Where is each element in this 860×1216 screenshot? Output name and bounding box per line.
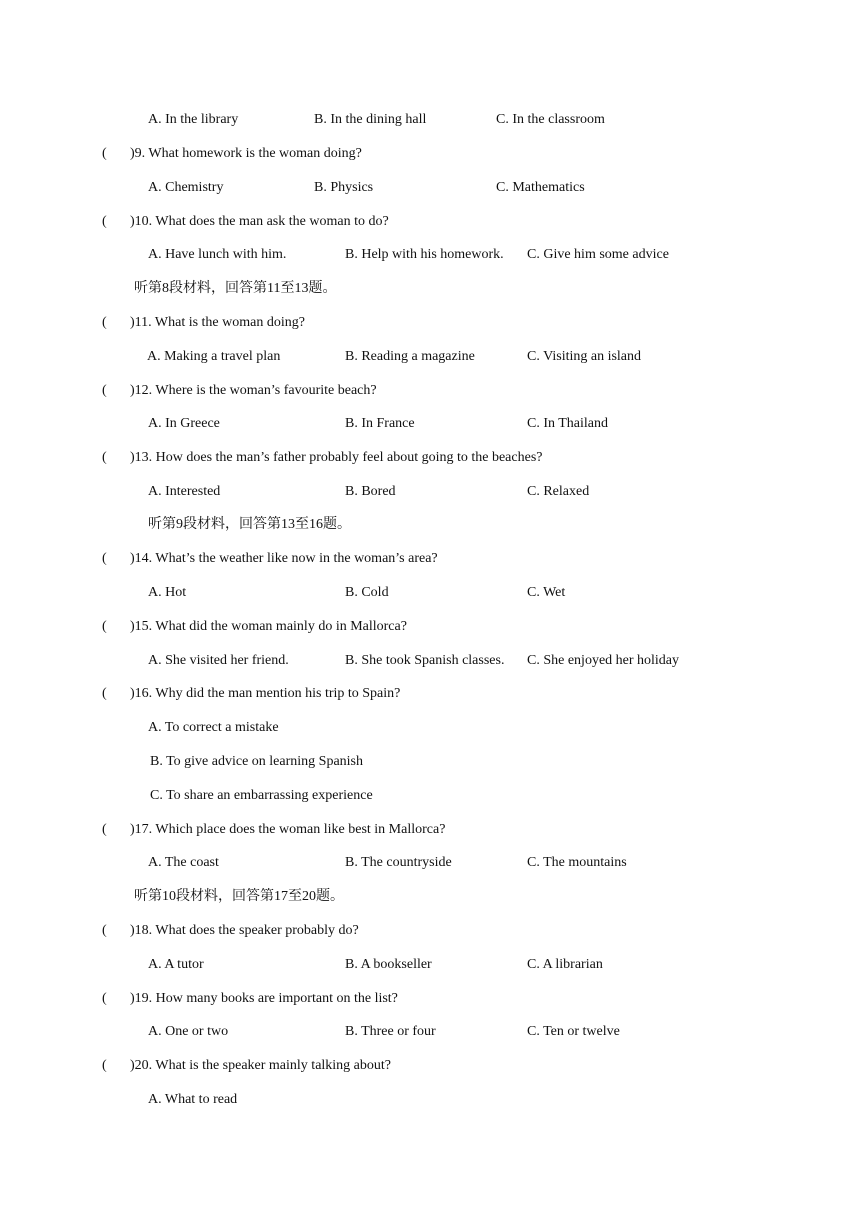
question-text: )9. What homework is the woman doing?: [130, 146, 362, 161]
option-a: A. Making a travel plan: [147, 349, 281, 364]
question-text: )17. Which place does the woman like best in Mallorca?: [130, 822, 446, 837]
option-c: C. In the classroom: [496, 112, 605, 127]
option-b: B. A bookseller: [345, 957, 432, 972]
option-a: A. One or two: [148, 1024, 229, 1039]
question-text: )16. Why did the man mention his trip to Spain?: [130, 686, 401, 701]
option-b: B. The countryside: [345, 855, 452, 870]
answer-blank: (: [102, 450, 107, 465]
question-text: )10. What does the man ask the woman to do?: [130, 214, 389, 229]
option-c: C. Give him some advice: [527, 247, 669, 262]
answer-blank: (: [102, 991, 107, 1006]
option-b: B. In the dining hall: [314, 112, 427, 127]
option-c: C. She enjoyed her holiday: [527, 653, 680, 668]
answer-blank: (: [102, 146, 107, 161]
option-b: B. Cold: [345, 585, 389, 600]
section-heading: 听第8段材料，回答第11至13题。: [134, 281, 337, 296]
answer-blank: (: [102, 686, 107, 701]
option-c: C. Ten or twelve: [527, 1024, 620, 1039]
option-b: B. Bored: [345, 484, 396, 499]
section-heading: 听第10段材料，回答第17至20题。: [134, 889, 344, 904]
option-b: B. Help with his homework.: [345, 247, 504, 262]
answer-blank: (: [102, 923, 107, 938]
option-c: C. To share an embarrassing experience: [150, 788, 373, 803]
option-a: A. In Greece: [148, 416, 220, 431]
option-a: A. She visited her friend.: [148, 653, 289, 668]
question-text: )18. What does the speaker probably do?: [130, 923, 359, 938]
option-c: C. The mountains: [527, 855, 627, 870]
option-b: B. In France: [345, 416, 415, 431]
option-a: A. Chemistry: [148, 180, 224, 195]
answer-blank: (: [102, 551, 107, 566]
option-a: A. In the library: [148, 112, 239, 127]
answer-blank: (: [102, 383, 107, 398]
option-a: A. A tutor: [148, 957, 204, 972]
option-a: A. The coast: [148, 855, 219, 870]
answer-blank: (: [102, 315, 107, 330]
question-text: )19. How many books are important on the list?: [130, 991, 398, 1006]
question-text: )14. What’s the weather like now in the woman’s area?: [130, 551, 438, 566]
option-c: C. A librarian: [527, 957, 603, 972]
option-a: A. To correct a mistake: [148, 720, 279, 735]
option-c: C. Mathematics: [496, 180, 585, 195]
option-c: C. In Thailand: [527, 416, 609, 431]
option-b: B. Reading a magazine: [345, 349, 475, 364]
question-text: )15. What did the woman mainly do in Mallorca?: [130, 619, 407, 634]
answer-blank: (: [102, 1058, 107, 1073]
section-heading: 听第9段材料，回答第13至16题。: [148, 517, 351, 532]
option-c: C. Relaxed: [527, 484, 590, 499]
option-c: C. Visiting an island: [527, 349, 642, 364]
answer-blank: (: [102, 619, 107, 634]
question-text: )11. What is the woman doing?: [130, 315, 305, 330]
option-b: B. To give advice on learning Spanish: [150, 754, 364, 769]
option-c: C. Wet: [527, 585, 566, 600]
option-b: B. Physics: [314, 180, 374, 195]
option-a: A. Interested: [148, 484, 221, 499]
question-text: )12. Where is the woman’s favourite beach?: [130, 383, 377, 398]
answer-blank: (: [102, 214, 107, 229]
option-a: A. What to read: [148, 1092, 238, 1107]
option-b: B. Three or four: [345, 1024, 436, 1039]
option-b: B. She took Spanish classes.: [345, 653, 505, 668]
answer-blank: (: [102, 822, 107, 837]
question-text: )20. What is the speaker mainly talking about?: [130, 1058, 392, 1073]
option-a: A. Have lunch with him.: [148, 247, 287, 262]
option-a: A. Hot: [148, 585, 187, 600]
question-text: )13. How does the man’s father probably feel about going to the beaches?: [130, 450, 543, 465]
